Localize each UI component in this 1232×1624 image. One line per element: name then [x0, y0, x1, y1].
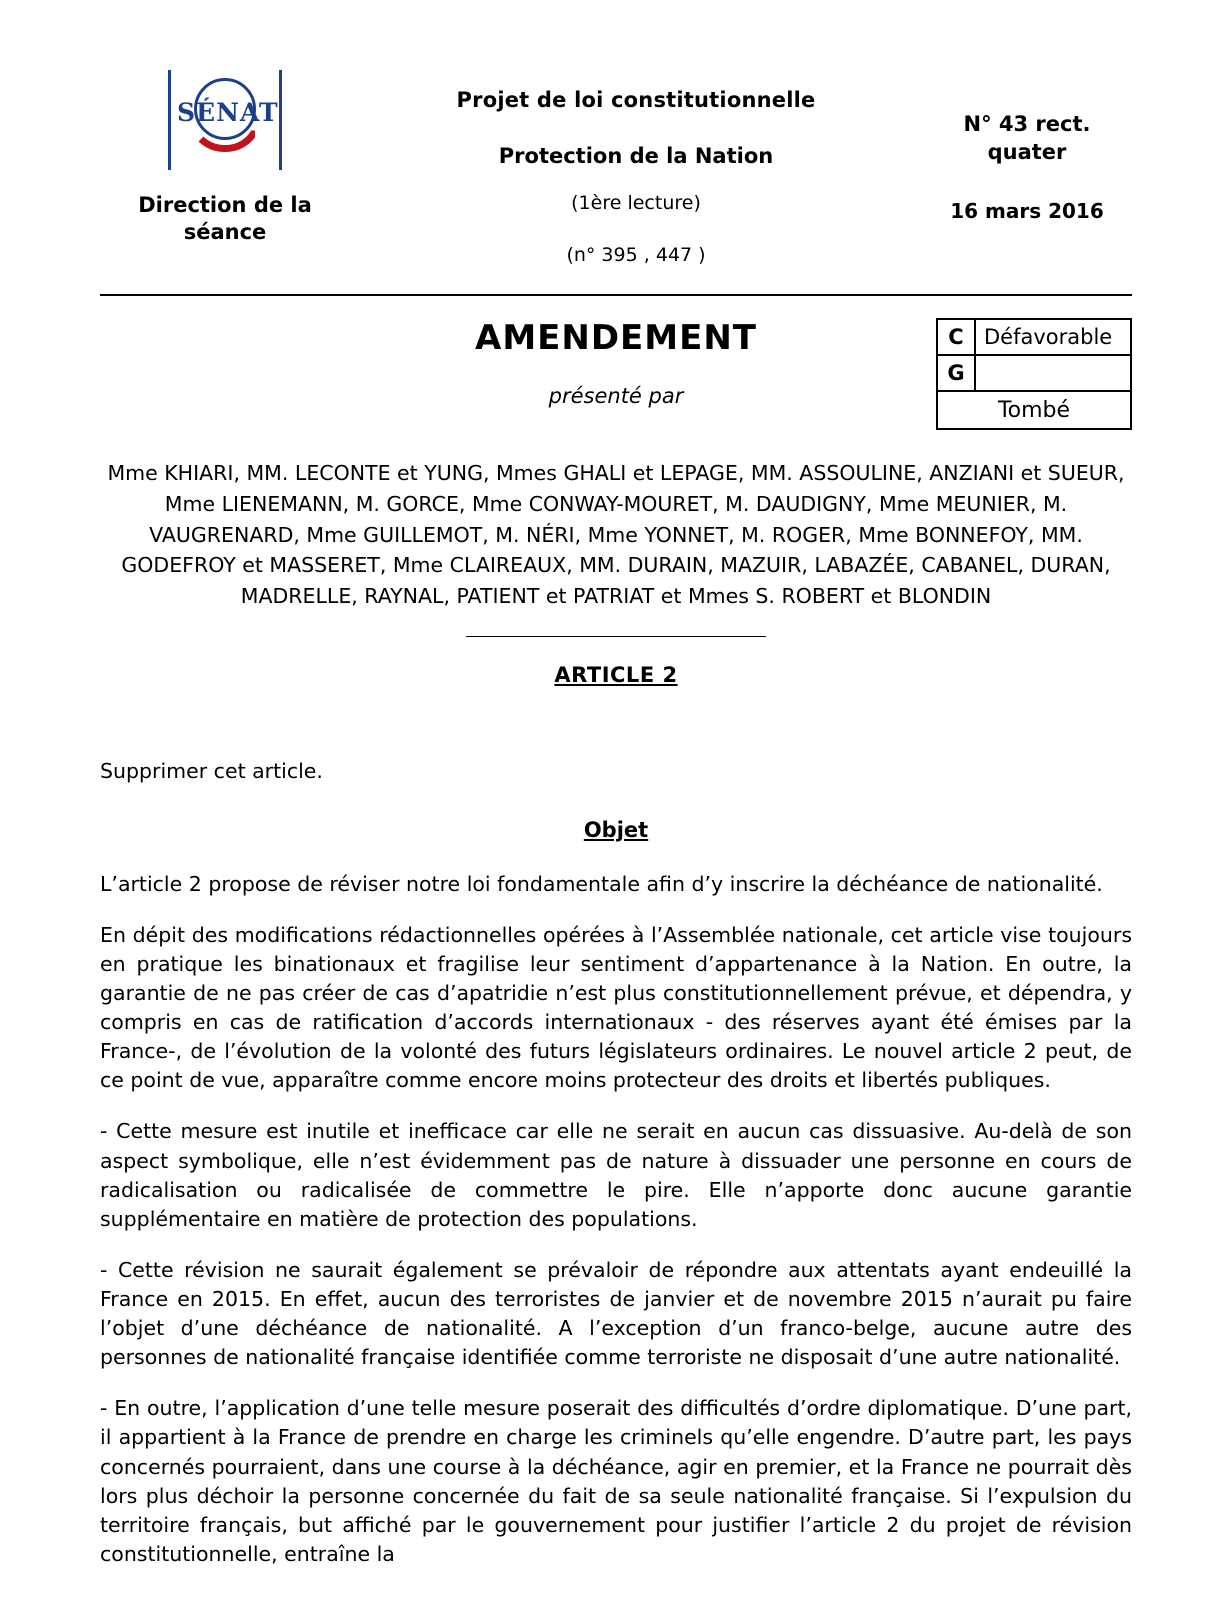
document-title: Projet de loi constitutionnelle — [456, 88, 816, 112]
table-row — [937, 355, 1131, 391]
signatories-divider — [466, 636, 766, 637]
direction-label: Direction de la séance — [138, 193, 312, 245]
logo-inner — [177, 70, 279, 170]
body-paragraph-2: En dépit des modifications rédactionnelles opérées à l’Assemblée nationale, cet article vise toujours en pratique les binationaux et fragilise leur sentiment d’appartenance à la Nation. En outre, la garantie de ne pas créer de cas d’apatridie n’est plus constitutionnellement prévue, et dépendra, y compris en cas de ratification d’accords internationaux - des réserves ayant été émises par la France-, de l’évolution de la volonté des futurs législateurs ordinaires. Le nouvel article 2 peut, de ce point de vue, apparaître comme encore moins protecteur des droits et libertés publiques. — [100, 922, 1132, 1093]
article-reference: ARTICLE 2 — [554, 662, 678, 687]
header-center-block — [350, 60, 922, 266]
avis-table — [936, 318, 1132, 430]
presented-by-label: présenté par — [548, 384, 684, 408]
avis-result: Tombé — [937, 391, 1131, 429]
avis-commission-letter: C — [937, 319, 975, 355]
header-right-block — [922, 60, 1132, 223]
avis-commission-value: Défavorable — [975, 319, 1131, 355]
header-divider — [100, 294, 1132, 296]
logo-right-bar — [279, 70, 282, 170]
amendment-block — [100, 318, 1132, 428]
logo-label: SÉNAT — [177, 98, 279, 127]
amendment-title: AMENDEMENT — [475, 318, 757, 358]
avis-gouvernement-letter: G — [937, 355, 975, 391]
body-paragraph-1: L’article 2 propose de réviser notre loi fondamentale afin d’y inscrire la déchéance de nationalité. — [100, 871, 1103, 896]
amendment-number: N° 43 rect. quater — [963, 112, 1091, 165]
document-numbers: (n° 395 , 447 ) — [566, 244, 706, 266]
amendment-date: 16 mars 2016 — [950, 198, 1104, 223]
body-paragraph-5: - En outre, l’application d’une telle mesure poserait des difficultés d’ordre diplomatique. D’une part, il appartient à la France de prendre en charge les criminels qu’elle engendre. D’autre part, les pays concernés pourraient, dans une course à la déchéance, agir en premier, et la France ne pourrait dès lors plus déchoir la personne concernée du fait de sa seule nationalité française. Si l’expulsion du territoire français, but affiché par le gouvernement pour justifier l’article 2 du projet de révision constitutionnelle, entraîne la — [100, 1396, 1132, 1566]
body-paragraph-3: - Cette mesure est inutile et inefficace car elle ne serait en aucun cas dissuasive. Au-delà de son aspect symbolique, elle n’est évidemment pas de nature à dissuader une personne en cours de radicalisation ou radicalisée de commettre le pire. Elle n’apporte donc aucune garantie supplémentaire en matière de protection des populations. — [100, 1119, 1132, 1231]
instruction-text: Supprimer cet article. — [100, 758, 323, 783]
document-subtitle: Protection de la Nation — [498, 144, 774, 168]
logo-left-bar — [168, 70, 171, 170]
avis-gouvernement-value — [975, 355, 1131, 391]
table-row — [937, 319, 1131, 355]
document-header — [100, 60, 1132, 266]
senat-logo-icon — [165, 70, 285, 170]
document-body — [100, 757, 1132, 1569]
reading-label: (1ère lecture) — [571, 192, 701, 214]
header-left-block — [100, 60, 350, 247]
objet-heading: Objet — [583, 817, 649, 842]
signatories-list: Mme KHIARI, MM. LECONTE et YUNG, Mmes GHALI et LEPAGE, MM. ASSOULINE, ANZIANI et SUEUR, Mme LIENEMANN, M. GORCE, Mme CONWAY-MOURET, M. DAUDIGNY, Mme MEUNIER, M. VAUGRENARD, Mme GUILLEMOT, M. NÉRI, Mme YONNET, M. ROGER, Mme BONNEFOY, MM. GODEFROY et MASSERET, Mme CLAIREAUX, MM. DURAIN, MAZUIR, LABAZÉE, CABANEL, DURAN, MADRELLE, RAYNAL, PATIENT et PATRIAT et Mmes S. ROBERT et BLONDIN — [107, 461, 1125, 608]
table-row — [937, 391, 1131, 429]
body-paragraph-4: - Cette révision ne saurait également se prévaloir de répondre aux attentats ayant endeuillé la France en 2015. En effet, aucun des terroristes de janvier et de novembre 2015 n’aurait pu faire l’objet d’une déchéance de nationalité. A l’exception d’un franco-belge, aucune autre des personnes de nationalité française identifiée comme terroriste ne disposait d’une autre nationalité. — [100, 1257, 1132, 1370]
